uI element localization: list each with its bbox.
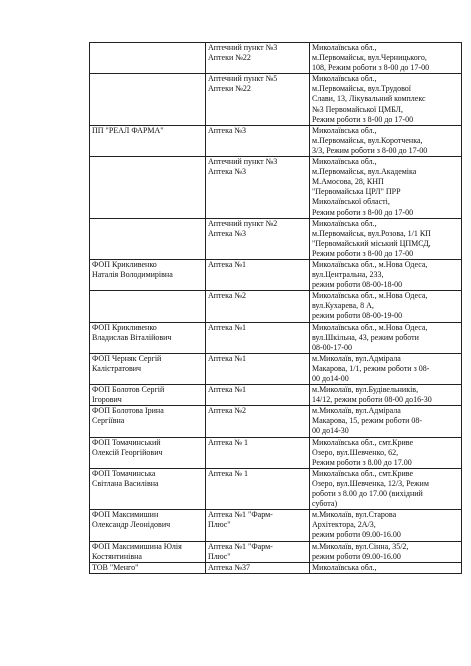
outlet-cell-line: Аптеки №22: [208, 84, 251, 94]
table-row: [90, 74, 462, 125]
address-cell: [310, 510, 462, 541]
company-cell-line: ФОП Томачинський: [92, 437, 161, 447]
company-cell: [90, 74, 206, 125]
address-cell-line: Режим роботи з 8-00 до 17-00: [312, 114, 414, 124]
address-cell-line: м.Миколаїв, вул.Адмірала: [312, 406, 401, 416]
company-cell-line: ФОП Болотов Сергій: [92, 385, 165, 395]
address-cell: [310, 157, 462, 219]
address-cell-line: Миколаївська обл.,: [312, 74, 377, 84]
table-row: [90, 157, 462, 219]
address-cell-line: Архітектора, 2А/3,: [312, 520, 376, 530]
company-cell-line: Ігорович: [92, 395, 122, 405]
address-cell-line: Режим роботи з 8.00 до 17.00: [312, 457, 412, 467]
address-cell: [310, 43, 462, 74]
address-cell-line: 00 до14-30: [312, 426, 349, 436]
company-cell: [90, 291, 206, 322]
table-row: [90, 510, 462, 541]
address-cell-line: м.Первомайськ, вул.Коротченка,: [312, 135, 423, 145]
address-cell: [310, 218, 462, 259]
outlet-cell: [206, 437, 310, 468]
company-cell-line: Калістратович: [92, 363, 142, 373]
address-cell-line: Миколаївська обл.,: [312, 157, 377, 167]
outlet-cell-line: Аптека № 1: [208, 437, 249, 447]
outlet-cell-line: Аптеки №22: [208, 53, 251, 63]
outlet-cell: [206, 259, 310, 290]
address-cell: [310, 406, 462, 437]
address-cell-line: субота): [312, 499, 338, 509]
table-row: [90, 437, 462, 468]
address-cell: [310, 562, 462, 573]
outlet-cell: [206, 468, 310, 509]
address-cell-line: Миколаївська обл.,: [312, 43, 377, 52]
outlet-cell: [206, 125, 310, 156]
address-cell-line: "Первомайський міський ЦПМСД,: [312, 238, 431, 248]
address-cell-line: м.Первомайськ, вул.Академіка: [312, 167, 417, 177]
address-cell: [310, 385, 462, 406]
outlet-cell-line: Аптека №3: [208, 125, 247, 135]
company-cell: [90, 218, 206, 259]
company-cell: [90, 259, 206, 290]
address-cell-line: 08-00-17-00: [312, 342, 352, 352]
table-row: [90, 385, 462, 406]
address-cell-line: Миколаївська обл.,: [312, 218, 377, 228]
address-cell: [310, 322, 462, 353]
outlet-cell: [206, 74, 310, 125]
address-cell-line: вул.Кухарева, 8 А,: [312, 301, 374, 311]
table-row: [90, 322, 462, 353]
outlet-cell-line: Аптека №37: [208, 562, 251, 572]
outlet-cell-line: Плюс": [208, 551, 231, 561]
company-cell: [90, 353, 206, 384]
outlet-cell-line: Аптека №3: [208, 228, 247, 238]
company-cell-line: ФОП Максимишина Юлія: [92, 541, 182, 551]
outlet-cell: [206, 385, 310, 406]
company-cell: [90, 541, 206, 562]
table-row: [90, 218, 462, 259]
address-cell-line: м.Первомайськ, вул.Черницького,: [312, 53, 427, 63]
company-cell-line: Костянтинівна: [92, 551, 142, 561]
address-cell-line: вул.Шкільна, 43, режим роботи: [312, 332, 419, 342]
table-row: [90, 43, 462, 74]
outlet-cell-line: Аптечний пункт №3: [208, 43, 278, 52]
company-cell-line: Сергіївна: [92, 416, 125, 426]
address-cell-line: Макарова, 15, режим роботи 08-: [312, 416, 423, 426]
outlet-cell-line: Аптечний пункт №2: [208, 218, 278, 228]
company-cell-line: ФОП Черняк Сергій: [92, 353, 162, 363]
company-cell-line: ФОП Максимишин: [92, 510, 159, 520]
outlet-cell: [206, 541, 310, 562]
company-cell-line: Світлана Василівна: [92, 478, 159, 488]
company-cell-line: Олексій Георгійович: [92, 447, 163, 457]
outlet-cell-line: Аптека №1: [208, 385, 247, 395]
address-cell-line: Миколаївська обл., м.Нова Одеса,: [312, 291, 428, 301]
address-cell-line: Режим роботи з 8-00 до 17-00: [312, 248, 414, 258]
outlet-cell: [206, 406, 310, 437]
outlet-cell-line: Аптека №1: [208, 353, 247, 363]
address-cell-line: Озеро, вул.Шевченко, 62,: [312, 447, 399, 457]
table-row: [90, 562, 462, 573]
address-cell-line: Миколаївська обл., м.Нова Одеса,: [312, 322, 428, 332]
address-cell-line: Макарова, 1/1, режим роботи з 08-: [312, 363, 430, 373]
company-cell: [90, 510, 206, 541]
address-cell-line: Миколаївської області,: [312, 197, 390, 207]
outlet-cell-line: Аптека №1 "Фарм-: [208, 510, 273, 520]
outlet-cell: [206, 43, 310, 74]
company-cell-line: ФОП Крикливенко: [92, 259, 157, 269]
company-cell: [90, 322, 206, 353]
address-cell-line: №3 Первомайської ЦМБЛ,: [312, 104, 403, 114]
outlet-cell-line: Аптека №3: [208, 167, 247, 177]
address-cell-line: Озеро, вул.Шевченка, 12/3, Режим: [312, 478, 429, 488]
address-cell: [310, 125, 462, 156]
company-cell: [90, 43, 206, 74]
outlet-cell: [206, 353, 310, 384]
address-cell-line: режим роботи 09.00-16.00: [312, 530, 401, 540]
company-cell-line: ТОВ "Менго": [92, 562, 139, 572]
address-cell-line: "Первомайська ЦРЛ" ПРР: [312, 187, 401, 197]
address-cell: [310, 259, 462, 290]
company-cell: [90, 406, 206, 437]
table-row: [90, 541, 462, 562]
company-cell-line: Владислав Віталійович: [92, 332, 172, 342]
outlet-cell-line: Аптека №2: [208, 291, 247, 301]
company-cell: [90, 157, 206, 219]
table-row: [90, 406, 462, 437]
company-cell: [90, 125, 206, 156]
outlet-cell-line: Аптечний пункт №5: [208, 74, 278, 84]
company-cell-line: Олександр Леонідович: [92, 520, 171, 530]
outlet-cell: [206, 562, 310, 573]
company-cell-line: ФОП Болотова Ірина: [92, 406, 164, 416]
outlet-cell: [206, 291, 310, 322]
address-cell-line: Режим роботи з 8-00 до 17-00: [312, 207, 414, 217]
outlet-cell-line: Аптека №1: [208, 259, 247, 269]
table-row: [90, 468, 462, 509]
table-body: [90, 43, 462, 574]
address-cell-line: вул.Центральна, 233,: [312, 270, 384, 280]
address-cell-line: 14/12, режим роботи 08-00 до16-30: [312, 395, 432, 405]
company-cell-line: ФОП Крикливенко: [92, 322, 157, 332]
address-cell: [310, 541, 462, 562]
outlet-cell-line: Аптечний пункт №3: [208, 157, 278, 167]
address-cell-line: м.Миколаїв, вул.Старова: [312, 510, 397, 520]
address-cell-line: режим роботи 09.00-16.00: [312, 551, 401, 561]
address-cell-line: м.Миколаїв, вул.Адмірала: [312, 353, 401, 363]
address-cell-line: м.Первомайськ, вул.Розова, 1/1 КП: [312, 228, 431, 238]
address-cell: [310, 468, 462, 509]
pharmacy-table: [89, 42, 462, 574]
address-cell-line: Слави, 13, Лікувальний комплекс: [312, 94, 426, 104]
outlet-cell: [206, 322, 310, 353]
table-row: [90, 259, 462, 290]
address-cell-line: Миколаївська обл., м.Нова Одеса,: [312, 259, 428, 269]
outlet-cell: [206, 157, 310, 219]
address-cell-line: м.Миколаїв, вул.Сінна, 35/2,: [312, 541, 409, 551]
address-cell-line: М.Амосова, 28, КНП: [312, 177, 384, 187]
company-cell-line: Наталія Володимирівна: [92, 270, 173, 280]
outlet-cell-line: Аптека №1 "Фарм-: [208, 541, 273, 551]
address-cell-line: роботи з 8.00 до 17.00 (вихідний: [312, 489, 423, 499]
address-cell-line: режим роботи 08-00-18-00: [312, 280, 403, 290]
address-cell-line: Миколаївська обл., смт.Криве: [312, 468, 414, 478]
address-cell-line: Миколаївська обл.,: [312, 562, 377, 572]
address-cell: [310, 74, 462, 125]
table-row: [90, 353, 462, 384]
address-cell-line: режим роботи 08-00-19-00: [312, 311, 403, 321]
outlet-cell-line: Плюс": [208, 520, 231, 530]
address-cell-line: 3/3, Режим роботи з 8-00 до 17-00: [312, 145, 428, 155]
table-row: [90, 291, 462, 322]
address-cell-line: 108, Режим роботи з 8-00 до 17-00: [312, 63, 430, 73]
company-cell-line: ПП "РЕАЛ ФАРМА": [92, 125, 164, 135]
address-cell-line: Миколаївська обл., смт.Криве: [312, 437, 414, 447]
outlet-cell: [206, 218, 310, 259]
address-cell: [310, 353, 462, 384]
company-cell: [90, 385, 206, 406]
outlet-cell: [206, 510, 310, 541]
outlet-cell-line: Аптека №1: [208, 322, 247, 332]
address-cell: [310, 291, 462, 322]
address-cell-line: Миколаївська обл.,: [312, 125, 377, 135]
outlet-cell-line: Аптека № 1: [208, 468, 249, 478]
company-cell: [90, 468, 206, 509]
outlet-cell-line: Аптека №2: [208, 406, 247, 416]
address-cell-line: м.Первомайськ, вул.Трудової: [312, 84, 412, 94]
address-cell-line: 00 до14-00: [312, 374, 349, 383]
address-cell-line: м.Миколаїв, вул.Будівельників,: [312, 385, 419, 395]
table-row: [90, 125, 462, 156]
company-cell: [90, 562, 206, 573]
company-cell-line: ФОП Томачинська: [92, 468, 156, 478]
company-cell: [90, 437, 206, 468]
address-cell: [310, 437, 462, 468]
